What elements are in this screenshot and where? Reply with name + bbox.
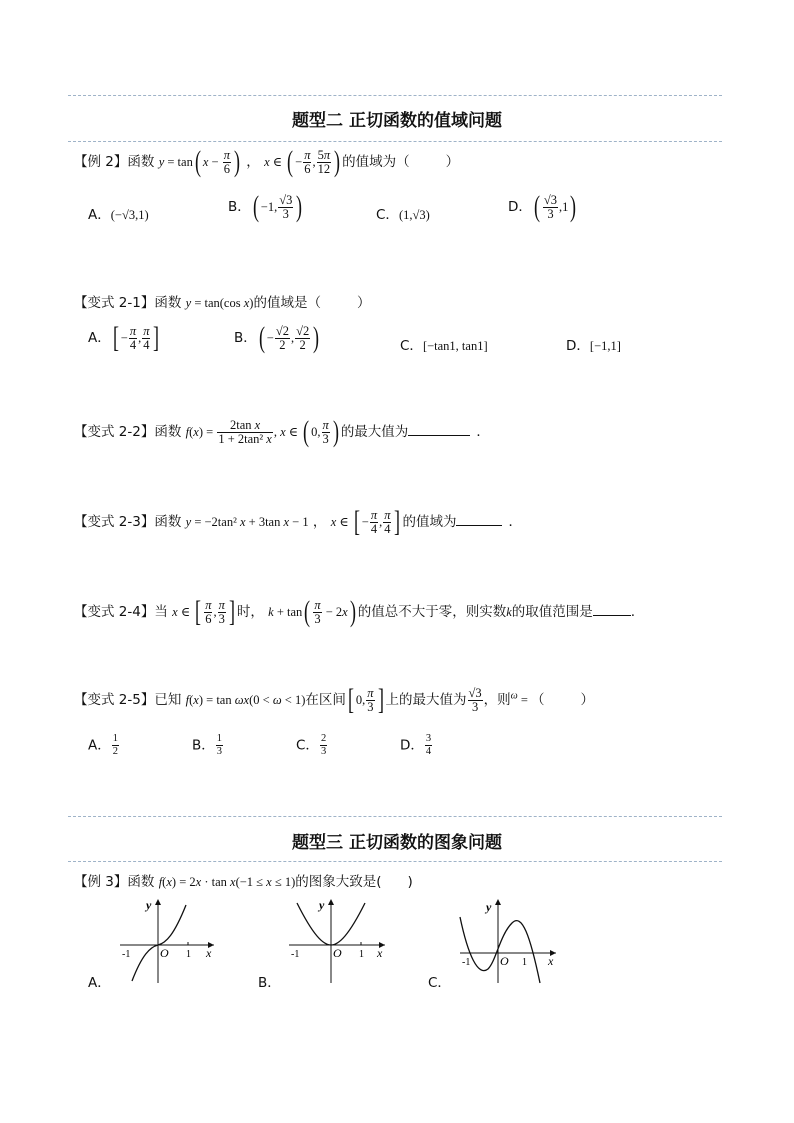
separator-mid — [68, 141, 722, 142]
variant-2-5-option-a[interactable]: A． $\frac{1}{2}$ — [88, 733, 118, 757]
variant-2-1-option-c[interactable]: C．[−tan1, tan1] — [400, 338, 488, 354]
graph-c-neg1: -1 — [462, 957, 471, 968]
variant-2-1-option-d[interactable]: D．[−1,1] — [566, 338, 621, 354]
variant-2-3-question: 【变式 2-3】函数 y = −2tan² x + 3tan x − 1 ， x ∈ [ − $\frac{\pi}{4}$ , $\frac{\pi}{4}$ ] 的值域为 ． — [74, 505, 522, 538]
example-3-question: 【例 3】函数 f(x) = 2x · tan x(−1 ≤ x ≤ 1)的图象大致是( ) — [74, 874, 413, 890]
example-2-option-c[interactable]: C．(1,√3) — [376, 207, 430, 223]
separator-top — [68, 95, 722, 96]
graph-a-pos1: 1 — [186, 949, 191, 960]
example-3-option-b[interactable]: B． — [258, 975, 281, 991]
section-title-2: 题型二 正切函数的值域问题 — [292, 111, 502, 131]
variant-2-1-option-b[interactable]: B．( − $\frac{√2}{2}$ , $\frac{√2}{2}$ ) — [234, 321, 320, 354]
variant-2-5-option-d[interactable]: D． $\frac{3}{4}$ — [400, 733, 432, 757]
variant-2-5-question: 【变式 2-5】已知 f(x) = tan ωx(0 < ω < 1)在区间[ 0, $\frac{\pi}{3}$ ] 上的最大值为 $\frac{√3}{3}$ ，则$^\omega$ = （ ） — [74, 683, 594, 716]
graph-c-pos1: 1 — [522, 957, 527, 968]
graph-c-y-label: y — [486, 900, 492, 914]
variant-2-1-option-a[interactable]: A．[ − $\frac{\pi}{4}$ , $\frac{\pi}{4}$ ] — [88, 321, 160, 354]
graph-b-pos1: 1 — [359, 949, 364, 960]
variant-2-5-option-c[interactable]: C． $\frac{2}{3}$ — [296, 733, 327, 757]
separator-section3-top — [68, 816, 722, 817]
graph-c-x-label: x — [548, 954, 554, 968]
graph-b-neg1: -1 — [291, 949, 300, 960]
graph-b-y-label: y — [319, 898, 325, 912]
example-2-option-d[interactable]: D．( $\frac{√3}{3}$ ,1) — [508, 190, 577, 223]
graph-option-a — [112, 895, 222, 985]
separator-section3-bottom — [68, 861, 722, 862]
example-2-option-b[interactable]: B．( −1, $\frac{√3}{3}$ ) — [228, 190, 303, 223]
graph-option-c — [454, 895, 564, 985]
section-title-3: 题型三 正切函数的图象问题 — [292, 833, 502, 853]
graph-a-neg1: -1 — [122, 949, 131, 960]
graph-a-origin: O — [160, 946, 169, 960]
graph-b-origin: O — [333, 946, 342, 960]
example-2-question: 【例 2】函数 y = tan( x − $\frac{\pi}{6}$ ) ， x ∈ ( − $\frac{\pi}{6}$ , $\frac{5\pi}{12}$ ) 的值域为（ ） — [74, 145, 460, 178]
example-3-option-a[interactable]: A． — [88, 975, 111, 991]
graph-b-x-label: x — [377, 946, 383, 960]
variant-2-1-question: 【变式 2-1】函数 y = tan(cos x)的值域是（ ） — [74, 295, 371, 311]
variant-2-4-question: 【变式 2-4】当 x ∈ [ $\frac{\pi}{6}$ , $\frac{\pi}{3}$ ] 时， k + tan( $\frac{\pi}{3}$ − 2x) 的值总不大于零，则实数k的取值范围是 . — [74, 595, 636, 628]
graph-a-y-label: y — [146, 898, 152, 912]
graph-c-origin: O — [500, 954, 509, 968]
graph-a-x-label: x — [206, 946, 212, 960]
variant-2-5-option-b[interactable]: B． $\frac{1}{3}$ — [192, 733, 223, 757]
variant-2-2-question: 【变式 2-2】函数 f(x) = $\frac{\text{2tan x}}{\text{1 + 2tan² x}}$ , x ∈ ( 0, $\frac{\pi}{3}$ ) 的最大值为 ． — [74, 415, 490, 448]
example-2-option-a[interactable]: A．(−√3,1) — [88, 207, 149, 223]
example-3-option-c[interactable]: C． — [428, 975, 451, 991]
graph-option-b — [283, 895, 393, 985]
